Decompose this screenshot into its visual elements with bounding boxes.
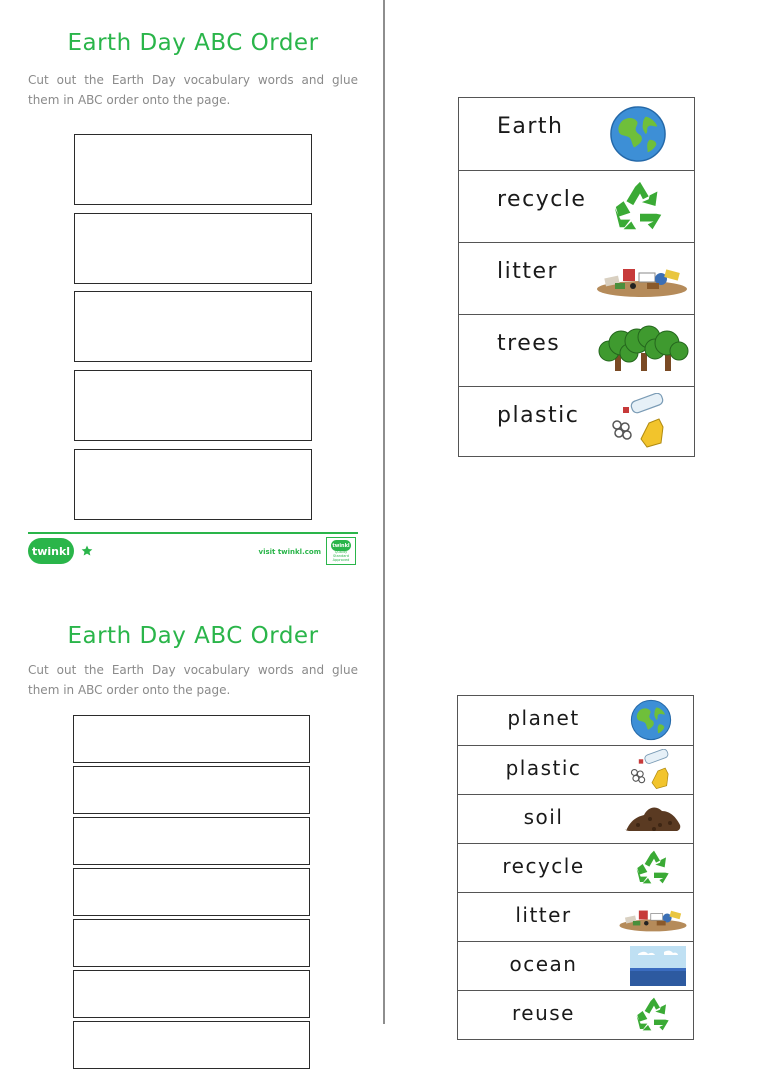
card-word: litter: [515, 903, 572, 927]
card-word: plastic: [505, 756, 582, 780]
card-word: Earth: [497, 114, 564, 139]
badge-logo: twinkl: [331, 540, 351, 551]
word-card[interactable]: [458, 745, 693, 794]
answer-box: [73, 868, 310, 916]
card-word: soil: [523, 805, 564, 829]
card-word: planet: [507, 706, 580, 730]
word-cards-b: [457, 695, 694, 1040]
sheet-title: Earth Day ABC Order: [67, 30, 319, 56]
answer-box: [73, 715, 310, 763]
instructions: Cut out the Earth Day vocabulary words and glue them in ABC order onto the page.: [28, 73, 358, 107]
answer-box: [74, 449, 312, 520]
litter-icon: [595, 259, 689, 299]
answer-box: [74, 291, 312, 362]
ocean-icon: [630, 946, 686, 986]
globe-icon: [609, 105, 667, 163]
star-icon: [81, 545, 93, 557]
card-word: litter: [497, 259, 559, 284]
card-word: reuse: [512, 1001, 575, 1025]
plastic-icon: [628, 749, 676, 793]
page-divider: [383, 0, 385, 1024]
recycle-icon: [634, 848, 674, 888]
badge-text: Quality Standard Approved: [332, 550, 350, 562]
recycle-icon: [611, 178, 669, 236]
card-word: ocean: [509, 952, 578, 976]
trees-icon: [597, 325, 689, 375]
word-card[interactable]: [458, 794, 693, 843]
word-card[interactable]: [458, 843, 693, 892]
footer-rule: [28, 532, 358, 534]
answer-box: [73, 766, 310, 814]
card-word: trees: [497, 331, 561, 356]
card-word: recycle: [502, 854, 585, 878]
answer-box: [73, 1021, 310, 1069]
answer-box: [73, 970, 310, 1018]
globe-icon: [630, 699, 672, 741]
recycle-icon: [634, 995, 674, 1035]
answer-box: [74, 370, 312, 441]
word-cards-a: [458, 97, 695, 457]
answer-box: [73, 919, 310, 967]
answer-box: [74, 213, 312, 284]
word-card[interactable]: [459, 98, 694, 170]
word-card[interactable]: [459, 242, 694, 314]
card-word: plastic: [497, 403, 580, 428]
word-card[interactable]: [459, 314, 694, 386]
word-card[interactable]: [458, 696, 693, 745]
word-card[interactable]: [458, 941, 693, 990]
instructions: Cut out the Earth Day vocabulary words and glue them in ABC order onto the page.: [28, 663, 358, 697]
answer-box: [74, 134, 312, 205]
word-card[interactable]: [458, 990, 693, 1041]
sheet-title: Earth Day ABC Order: [67, 623, 319, 649]
word-card[interactable]: [459, 170, 694, 242]
litter-icon: [618, 903, 688, 933]
twinkl-logo: twinkl: [28, 538, 74, 564]
quality-badge: [326, 537, 356, 565]
card-word: recycle: [497, 187, 587, 212]
word-card[interactable]: [458, 892, 693, 941]
visit-link[interactable]: visit twinkl.com: [258, 548, 321, 556]
soil-icon: [624, 803, 682, 835]
answer-box: [73, 817, 310, 865]
plastic-icon: [609, 393, 673, 453]
word-card[interactable]: [459, 386, 694, 458]
